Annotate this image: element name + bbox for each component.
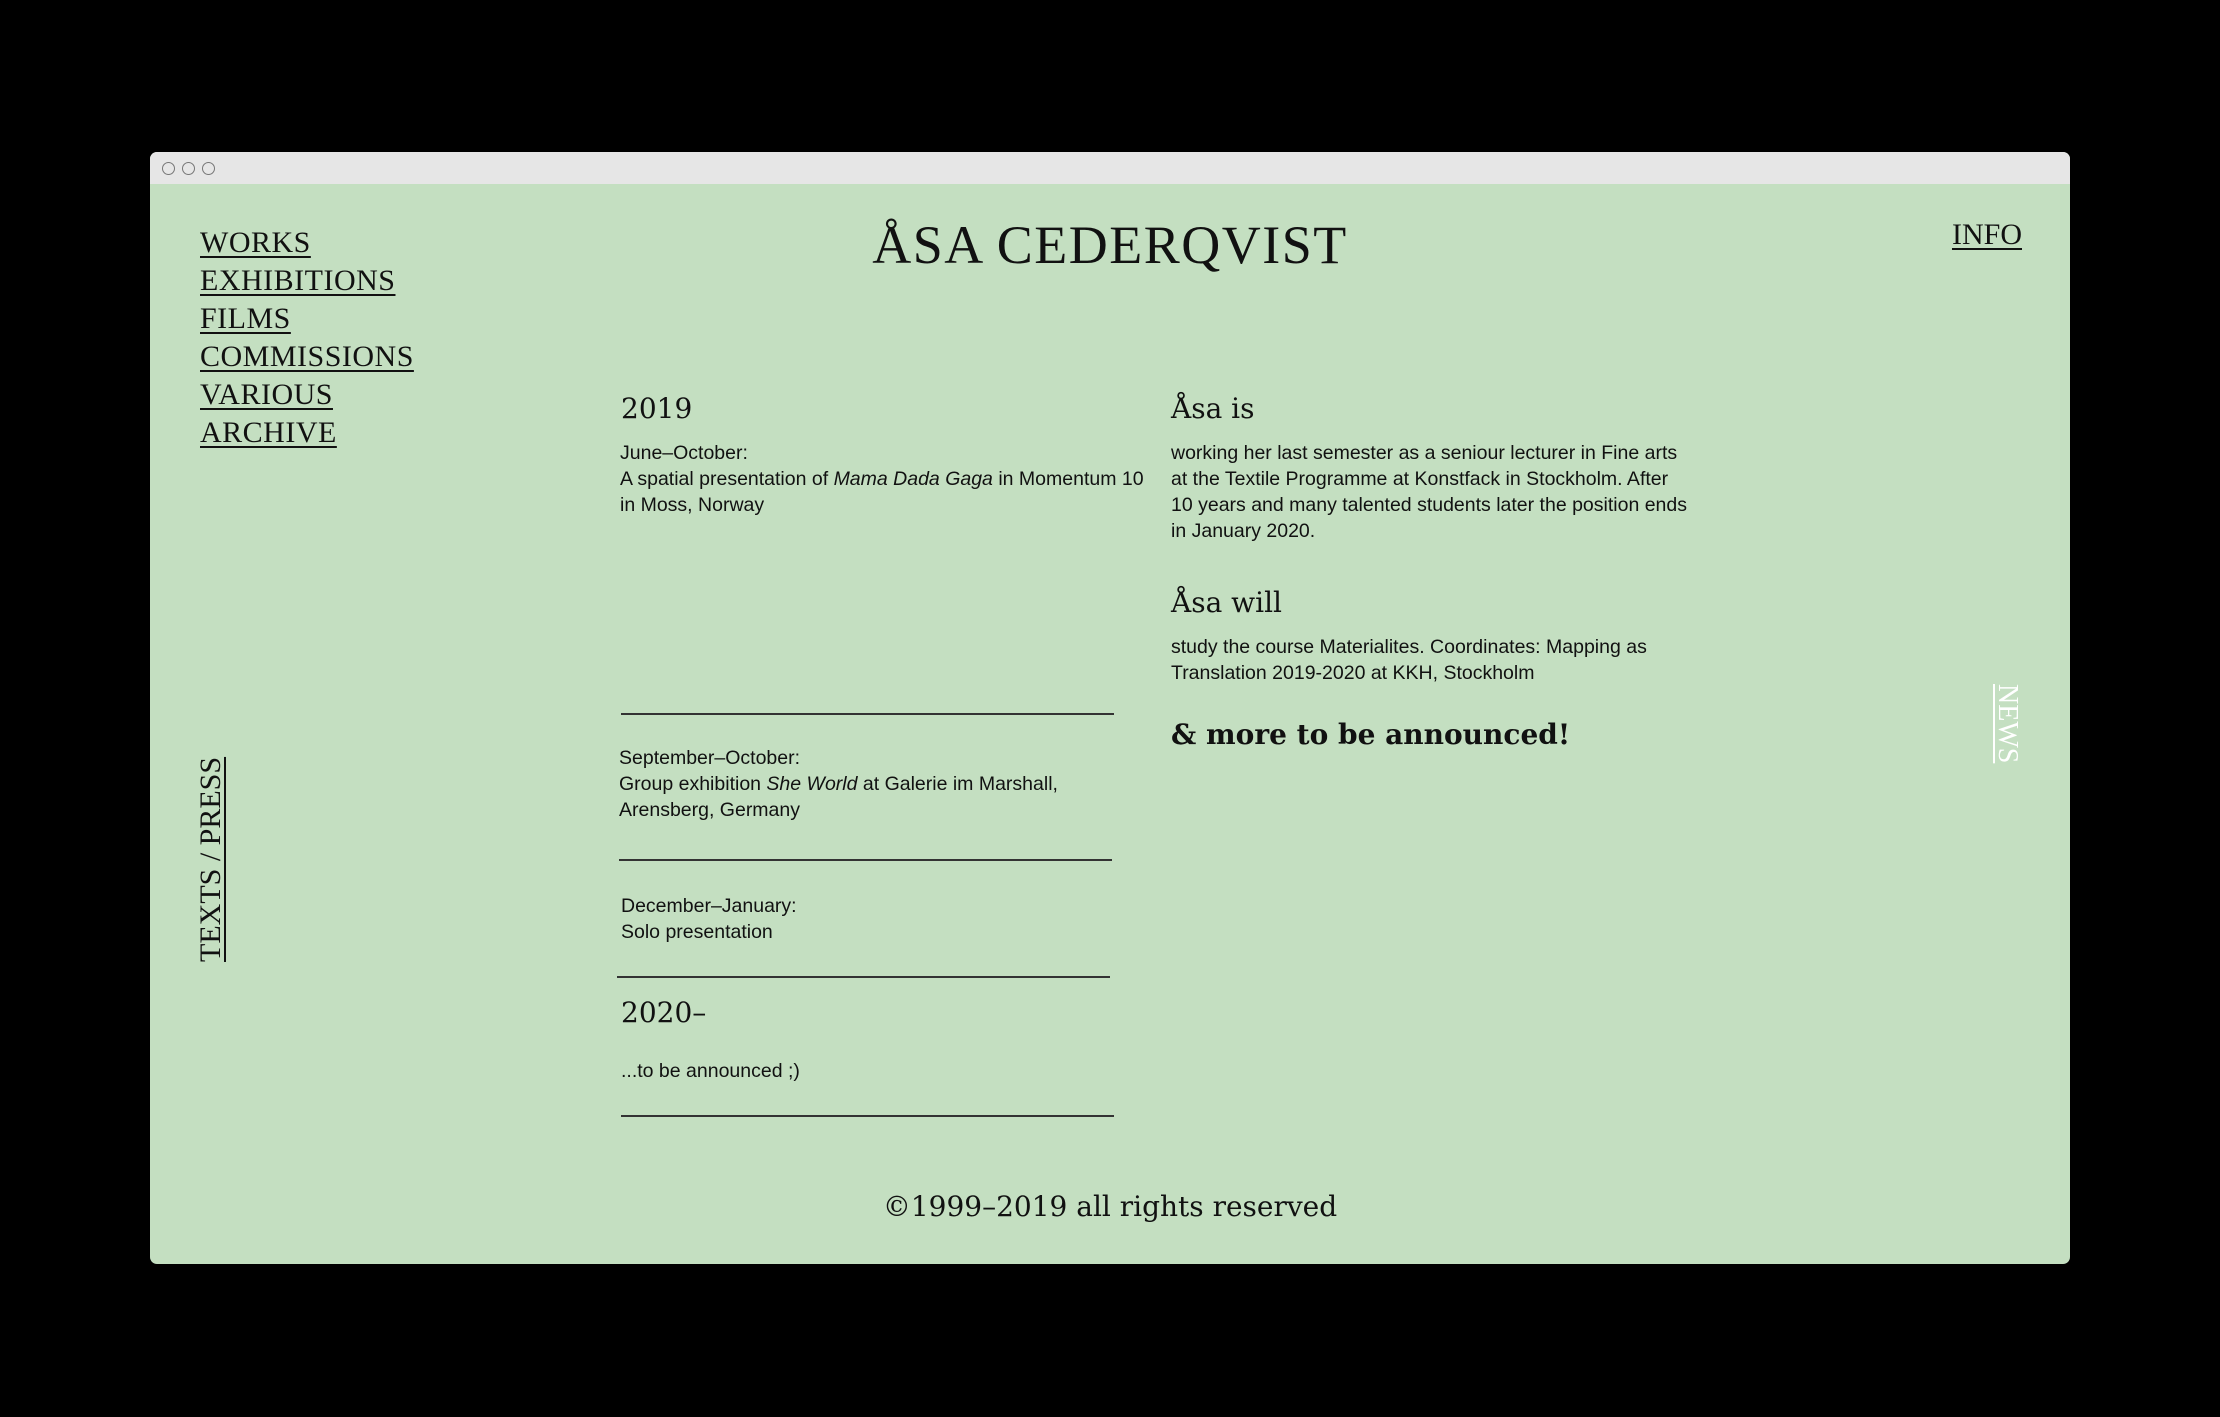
footer-copyright: ©1999–2019 all rights reserved (882, 1190, 1338, 1223)
asa-will-text: study the course Materialites. Coordinates: Mapping as Translation 2019-2020 at KKH, Stockholm (1171, 636, 1647, 684)
texts-press-vertical (196, 752, 226, 962)
nav-link-archive[interactable]: ARCHIVE (200, 416, 337, 449)
divider (617, 976, 1110, 978)
title-bar (150, 152, 2070, 184)
divider (619, 859, 1112, 861)
asa-is-text: working her last semester as a seniour lecturer in Fine arts at the Textile Programme at Konstfack in Stockholm. After 10 years and many talented students later the position ends in January 2020. (1171, 442, 1687, 542)
news-vertical (1992, 684, 2022, 763)
more-announced-text: & more to be announced! (1171, 718, 1571, 751)
nav-link-various[interactable]: VARIOUS (200, 378, 333, 411)
nav-item-commissions (200, 338, 414, 376)
nav-link-films[interactable]: FILMS (200, 302, 291, 335)
event-when: December–January: (621, 895, 797, 917)
nav-link-works[interactable]: WORKS (200, 226, 311, 259)
nav-link-commissions[interactable]: COMMISSIONS (200, 340, 414, 373)
event-when: September–October: (619, 747, 801, 769)
event-description: Solo presentation (621, 921, 773, 943)
divider (621, 713, 1114, 715)
close-dot-icon[interactable] (162, 162, 175, 175)
event-work-title: She World (766, 773, 858, 795)
browser-window (150, 152, 2070, 1264)
texts-press-link[interactable]: TEXTS / PRESS (194, 756, 227, 962)
asa-will-heading: Åsa will (1171, 586, 1283, 619)
tba-note: ...to be announced ;) (621, 1060, 800, 1082)
event-description: A spatial presentation of Mama Dada Gaga in Momentum 10 in Moss, Norway (620, 468, 1144, 516)
site-title[interactable]: ÅSA CEDERQVIST (872, 215, 1348, 275)
asa-is-heading: Åsa is (1171, 392, 1255, 425)
event-item (620, 440, 1150, 518)
minimize-dot-icon[interactable] (182, 162, 195, 175)
nav-item-various (200, 376, 414, 414)
event-item (619, 745, 1149, 823)
event-work-title: Mama Dada Gaga (833, 468, 993, 490)
event-item (621, 893, 1151, 945)
event-when: June–October: (620, 442, 748, 464)
nav-item-archive (200, 414, 414, 452)
nav-link-exhibitions[interactable]: EXHIBITIONS (200, 264, 396, 297)
year-heading-2020: 2020– (621, 996, 707, 1029)
nav-item-films (200, 300, 414, 338)
divider (621, 1115, 1114, 1117)
year-heading-2019: 2019 (621, 392, 693, 425)
event-description: Group exhibition She World at Galerie im Marshall, Arensberg, Germany (619, 773, 1058, 821)
info-link[interactable]: INFO (1951, 218, 2022, 251)
zoom-dot-icon[interactable] (202, 162, 215, 175)
news-link[interactable]: NEWS (1992, 684, 2023, 764)
